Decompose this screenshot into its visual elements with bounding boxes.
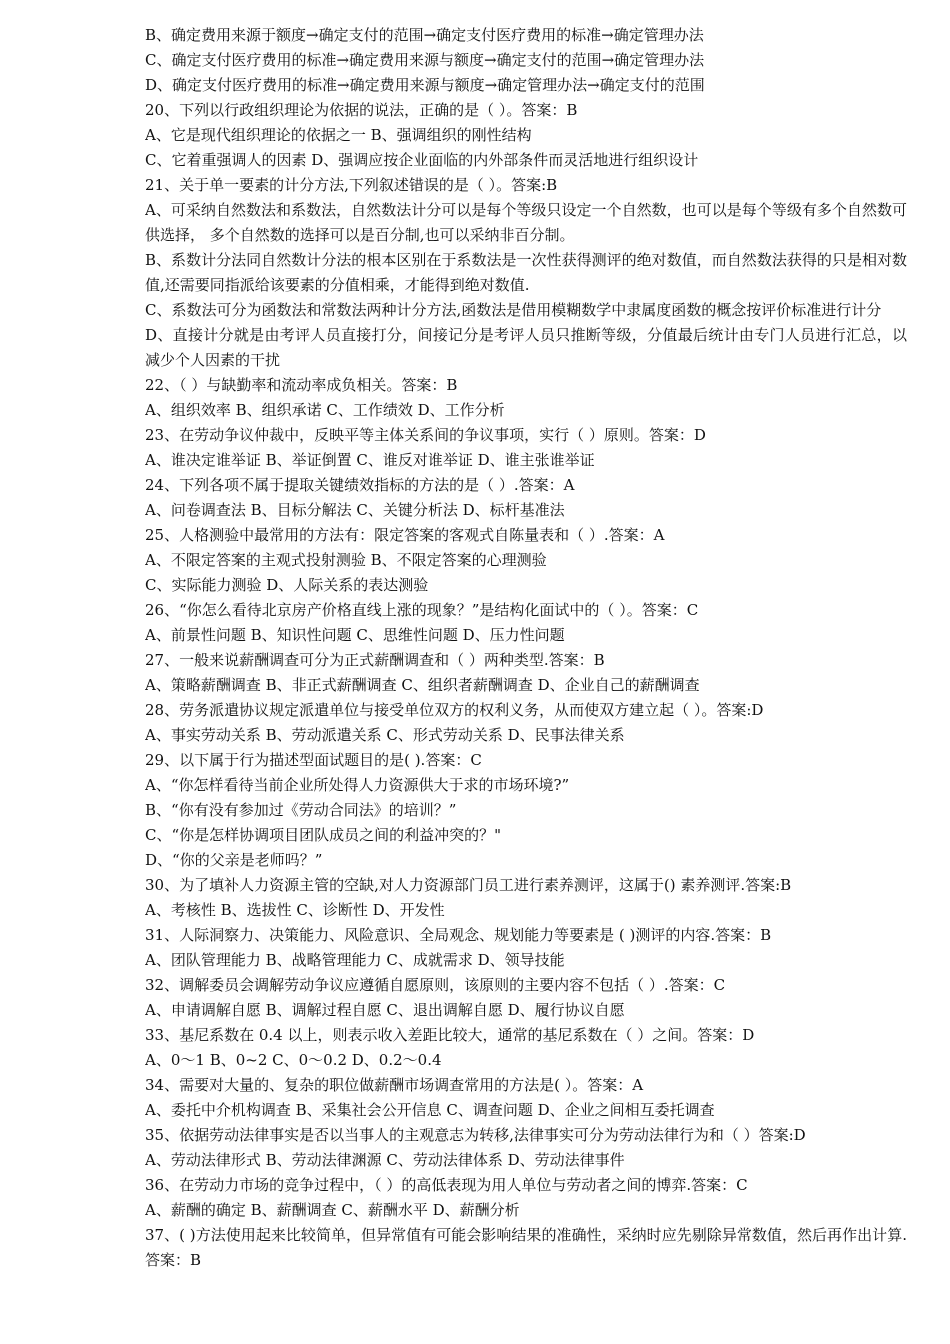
text-line: A、谁决定谁举证 B、举证倒置 C、谁反对谁举证 D、谁主张谁举证 [145, 451, 595, 469]
text-line: 31、人际洞察力、决策能力、风险意识、全局观念、规划能力等要素是 ( )测评的内容.答案：B [145, 926, 772, 944]
text-line: A、策略薪酬调查 B、非正式薪酬调查 C、组织者薪酬调查 D、企业自己的薪酬调查 [145, 676, 700, 694]
text-line: 25、人格测验中最常用的方法有：限定答案的客观式自陈量表和（ ）.答案：A [145, 526, 665, 544]
text-line: 21、关于单一要素的计分方法,下列叙述错误的是（ ）。答案:B [145, 176, 558, 194]
text-line: D、“你的父亲是老师吗？” [145, 851, 323, 869]
text-line: B、确定费用来源于额度→确定支付的范围→确定支付医疗费用的标准→确定管理办法 [145, 26, 704, 44]
text-line: A、不限定答案的主观式投射测验 B、不限定答案的心理测验 [145, 551, 547, 569]
text-line: B、系数计分法同自然数计分法的根本区别在于系数法是一次性获得测评的绝对数值，而自然数法获得的只是相对数值,还需要同指派给该要素的分值相乘，才能得到绝对数值. [145, 251, 907, 294]
text-line: 33、基尼系数在 0.4 以上，则表示收入差距比较大，通常的基尼系数在（ ）之间。答案：D [145, 1026, 755, 1044]
text-line: 26、“你怎么看待北京房产价格直线上涨的现象？”是结构化面试中的（ ）。答案：C [145, 601, 699, 619]
text-line: A、劳动法律形式 B、劳动法律渊源 C、劳动法律体系 D、劳动法律事件 [145, 1151, 625, 1169]
text-line: A、团队管理能力 B、战略管理能力 C、成就需求 D、领导技能 [145, 951, 565, 969]
text-line: 20、下列以行政组织理论为依据的说法，正确的是（ ）。答案：B [145, 101, 578, 119]
text-line: 37、( )方法使用起来比较简单，但异常值有可能会影响结果的准确性，采纳时应先剔除异常数值，然后再作出计算.答案：B [145, 1226, 907, 1269]
text-line: 22、（ ）与缺勤率和流动率成负相关。答案：B [145, 376, 458, 394]
text-line: A、可采纳自然数法和系数法，自然数法计分可以是每个等级只设定一个自然数，也可以是每个等级有多个自然数可供选择， 多个自然数的选择可以是百分制,也可以采纳非百分制。 [145, 201, 907, 244]
text-line: A、前景性问题 B、知识性问题 C、思维性问题 D、压力性问题 [145, 626, 565, 644]
text-line: A、组织效率 B、组织承诺 C、工作绩效 D、工作分析 [145, 401, 505, 419]
text-line: D、确定支付医疗费用的标准→确定费用来源与额度→确定管理办法→确定支付的范围 [145, 76, 705, 94]
text-line: C、系数法可分为函数法和常数法两种计分方法,函数法是借用模糊数学中隶属度函数的概念按评价标准进行计分 [145, 301, 882, 319]
text-line: C、确定支付医疗费用的标准→确定费用来源与额度→确定支付的范围→确定管理办法 [145, 51, 705, 69]
text-line: C、实际能力测验 D、人际关系的表达测验 [145, 576, 429, 594]
text-line: 28、劳务派遣协议规定派遣单位与接受单位双方的权利义务，从而使双方建立起（ ）。答案:D [145, 701, 764, 719]
text-line: A、申请调解自愿 B、调解过程自愿 C、退出调解自愿 D、履行协议自愿 [145, 1001, 625, 1019]
text-line: 23、在劳动争议仲裁中，反映平等主体关系间的争议事项，实行（ ）原则。答案：D [145, 426, 706, 444]
text-line: 32、调解委员会调解劳动争议应遵循自愿原则，该原则的主要内容不包括（ ）.答案：C [145, 976, 726, 994]
document-body [145, 23, 907, 1273]
text-line: C、它着重强调人的因素 D、强调应按企业面临的内外部条件而灵活地进行组织设计 [145, 151, 699, 169]
text-line: A、事实劳动关系 B、劳动派遣关系 C、形式劳动关系 D、民事法律关系 [145, 726, 625, 744]
text-line: 35、依据劳动法律事实是否以当事人的主观意志为转移,法律事实可分为劳动法律行为和（ ）答案:D [145, 1126, 806, 1144]
text-line: A、问卷调查法 B、目标分解法 C、关键分析法 D、标杆基准法 [145, 501, 565, 519]
text-line: A、它是现代组织理论的依据之一 B、强调组织的刚性结构 [145, 126, 532, 144]
text-line: C、“你是怎样协调项目团队成员之间的利益冲突的？" [145, 826, 502, 844]
text-line: A、考核性 B、选拔性 C、诊断性 D、开发性 [145, 901, 445, 919]
text-line: A、薪酬的确定 B、薪酬调查 C、薪酬水平 D、薪酬分析 [145, 1201, 520, 1219]
text-line: 36、在劳动力市场的竞争过程中，（ ）的高低表现为用人单位与劳动者之间的博弈.答案：C [145, 1176, 748, 1194]
text-line: 34、需要对大量的、复杂的职位做薪酬市场调查常用的方法是( ）。答案：A [145, 1076, 644, 1094]
text-line: 24、下列各项不属于提取关键绩效指标的方法的是（ ）.答案：A [145, 476, 575, 494]
text-line: 29、以下属于行为描述型面试题目的是( ).答案：C [145, 751, 482, 769]
text-line: 30、为了填补人力资源主管的空缺,对人力资源部门员工进行素养测评，这属于() 素养测评.答案:B [145, 876, 792, 894]
text-line: 27、一般来说薪酬调查可分为正式薪酬调查和（ ）两种类型.答案：B [145, 651, 605, 669]
text-line: B、“你有没有参加过《劳动合同法》的培训？” [145, 801, 457, 819]
text-line: A、“你怎样看待当前企业所处得人力资源供大于求的市场环境?” [145, 776, 570, 794]
text-line: A、委托中介机构调查 B、采集社会公开信息 C、调查问题 D、企业之间相互委托调查 [145, 1101, 715, 1119]
text-line: A、0～1 B、0~2 C、0～0.2 D、0.2～0.4 [145, 1051, 442, 1069]
text-line: D、直接计分就是由考评人员直接打分，间接记分是考评人员只推断等级，分值最后统计由专门人员进行汇总，以减少个人因素的干扰 [145, 326, 907, 369]
